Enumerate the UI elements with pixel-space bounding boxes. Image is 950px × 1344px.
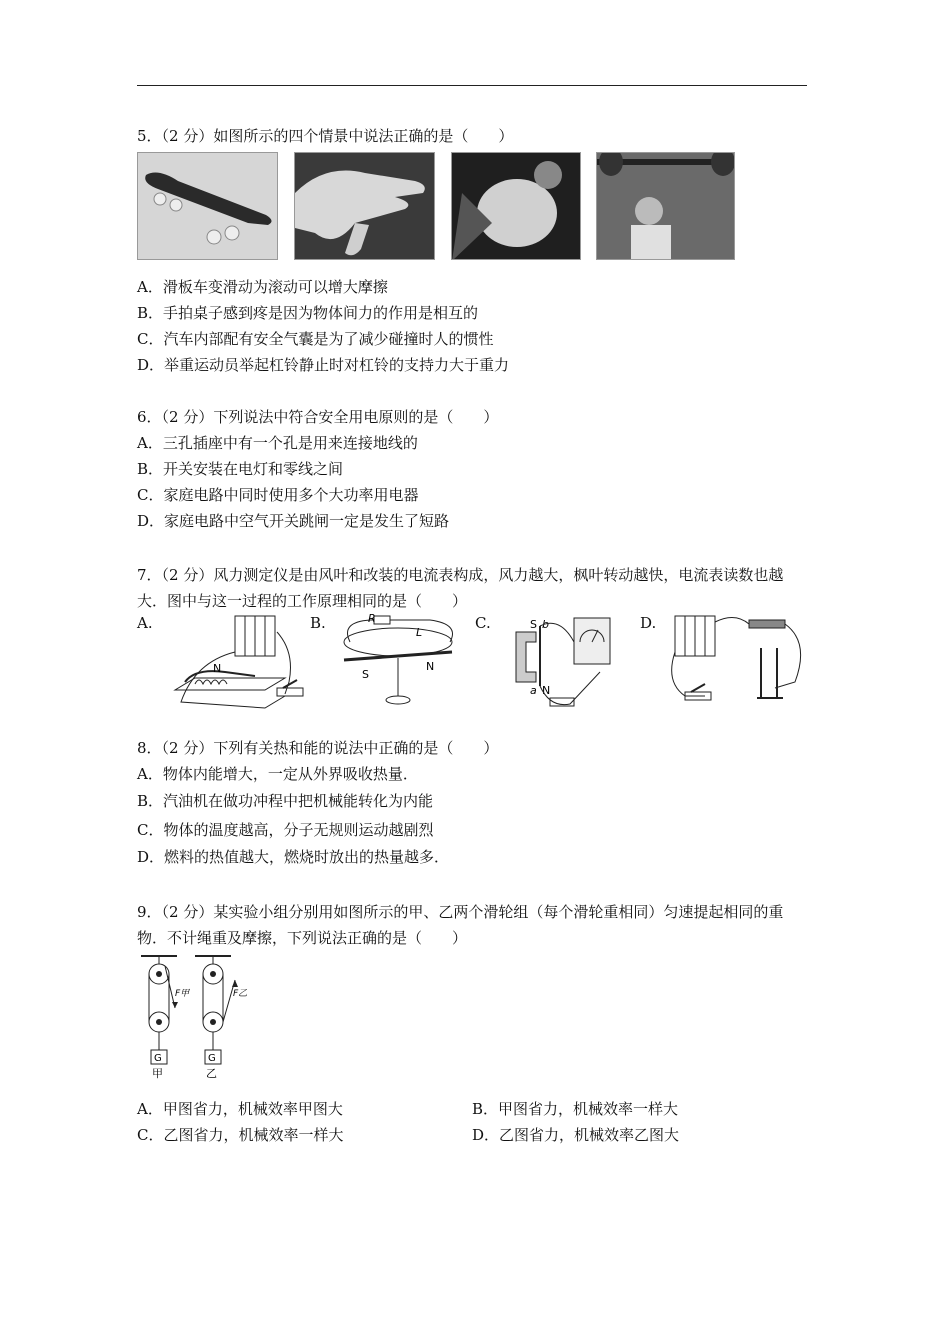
q7-stem: 7．（2 分）风力测定仪是由风叶和改装的电流表构成，风力越大，枫叶转动越快，电流表读数也越大．图中与这一过程的工作原理相同的是（ ） (137, 566, 784, 610)
q7-b-r-label: R (368, 612, 376, 625)
q7-c-s-label: S (530, 618, 537, 631)
q5-option-a: A．滑板车变滑动为滚动可以增大摩擦 (137, 278, 388, 296)
q7-c-n-label: N (542, 684, 551, 697)
q9-option-a: A．甲图省力，机械效率甲图大 (137, 1100, 343, 1118)
q7-c-a-label: a (530, 684, 537, 697)
q7-c-b-label: b (542, 618, 549, 631)
q7-a-n-label: N (213, 662, 222, 675)
q5-option-b: B．手拍桌子感到疼是因为物体间力的作用是相互的 (137, 304, 479, 322)
q8-option-b: B．汽油机在做功冲程中把机械能转化为内能 (137, 792, 434, 810)
q9-yi-label: 乙 (206, 1067, 217, 1080)
airbag-image (451, 152, 581, 260)
q9-option-b: B．甲图省力，机械效率一样大 (472, 1100, 679, 1118)
q6-option-b: B．开关安装在电灯和零线之间 (137, 460, 344, 478)
q7-label-d: D. (640, 614, 657, 632)
hand-on-table-image (294, 152, 435, 260)
q7-figure-b (330, 612, 470, 712)
weightlifter-image (596, 152, 735, 260)
q7-label-c: C. (475, 614, 491, 632)
q9-g-label-jia: G (154, 1053, 162, 1064)
q6-option-c: C．家庭电路中同时使用多个大功率用电器 (137, 486, 419, 504)
q9-g-label-yi: G (208, 1053, 216, 1064)
q8-option-d: D．燃料的热值越大，燃烧时放出的热量越多． (137, 848, 450, 866)
q9-f-yi-label: F乙 (233, 989, 248, 999)
q7-b-s-label: S (362, 668, 369, 681)
header-rule (137, 85, 807, 86)
q9-option-d: D．乙图省力，机械效率乙图大 (472, 1126, 680, 1144)
q9-stem: 9．（2 分）某实验小组分别用如图所示的甲、乙两个滑轮组（每个滑轮重相同）匀速提起相同的重物．不计绳重及摩擦，下列说法正确的是（ ） (137, 903, 784, 947)
q5-option-d: D．举重运动员举起杠铃静止时对杠铃的支持力大于重力 (137, 356, 510, 374)
q5-option-c: C．汽车内部配有安全气囊是为了减少碰撞时人的惯性 (137, 330, 494, 348)
q6-option-d: D．家庭电路中空气开关跳闸一定是发生了短路 (137, 512, 450, 530)
q7-figure-c (500, 612, 640, 712)
q9-option-c: C．乙图省力，机械效率一样大 (137, 1126, 344, 1144)
q7-label-a: A. (137, 614, 153, 632)
q8-stem: 8．（2 分）下列有关热和能的说法中正确的是（ ） (137, 739, 499, 757)
q9-f-jia-label: F甲 (175, 989, 190, 999)
q5-stem: 5．（2 分）如图所示的四个情景中说法正确的是（ ） (137, 127, 514, 145)
q7-b-n-label: N (426, 660, 435, 673)
q7-figure-a (165, 612, 310, 712)
q8-option-a: A．物体内能增大，一定从外界吸收热量． (137, 765, 418, 783)
q8-option-c: C．物体的温度越高，分子无规则运动越剧烈 (137, 821, 434, 839)
skateboard-image (137, 152, 278, 260)
q9-pulley-figure (137, 950, 267, 1080)
q7-b-l-label: L (416, 626, 423, 639)
q6-option-a: A．三孔插座中有一个孔是用来连接地线的 (137, 434, 418, 452)
q7-figure-d (665, 612, 810, 712)
q9-jia-label: 甲 (152, 1067, 163, 1080)
q7-label-b: B. (310, 614, 326, 632)
q6-stem: 6．（2 分）下列说法中符合安全用电原则的是（ ） (137, 408, 499, 426)
